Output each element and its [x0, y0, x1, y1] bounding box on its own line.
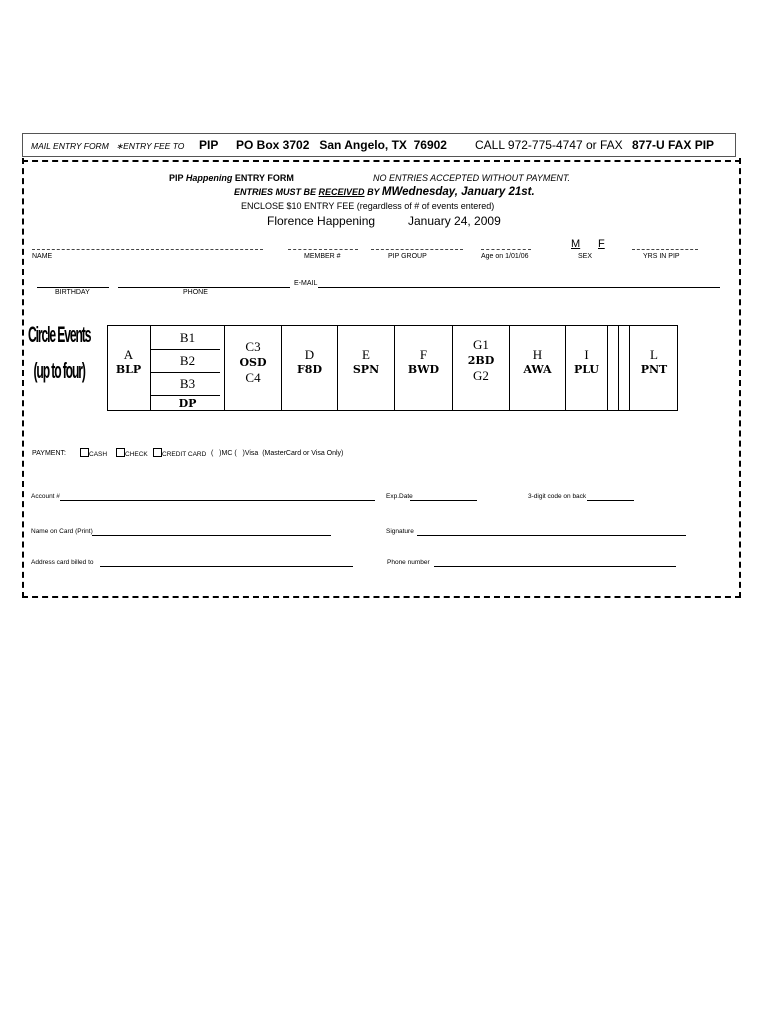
mail-entry-form-label: MAIL ENTRY FORM: [31, 141, 109, 151]
entry-fee-to-label: ∗ENTRY FEE TO: [116, 141, 185, 151]
event-name: Florence Happening: [267, 214, 376, 228]
signature-label: Signature: [386, 528, 414, 535]
no-entries-notice: NO ENTRIES ACCEPTED WITHOUT PAYMENT.: [373, 173, 571, 183]
address-billed-line[interactable]: [100, 566, 353, 567]
yrs-line[interactable]: [632, 249, 698, 250]
event-h[interactable]: H AWA: [510, 325, 566, 411]
account-label: Account #: [31, 493, 60, 500]
fax-number: 877-U FAX PIP: [632, 138, 715, 152]
card-type-options[interactable]: ( )MC ( )Visa (MasterCard or Visa Only): [211, 450, 344, 457]
event-b2: B2: [179, 353, 196, 368]
phone-line[interactable]: [118, 287, 290, 288]
name-on-card-label: Name on Card (Print): [31, 528, 93, 535]
member-line[interactable]: [288, 249, 358, 250]
phone-number-line[interactable]: [434, 566, 676, 567]
pip-group-label: PIP GROUP: [388, 253, 427, 260]
deadline-line: ENTRIES MUST BE RECEIVED BY MWednesday, January 21st.: [234, 186, 535, 198]
event-g[interactable]: G1 2BD G2: [453, 325, 510, 411]
address-billed-label: Address card billed to: [31, 559, 94, 566]
name-label: NAME: [32, 253, 53, 260]
event-b3: B3: [179, 376, 196, 391]
event-c[interactable]: C3 OSD C4: [225, 325, 282, 411]
event-g1: G1: [473, 337, 489, 352]
age-label: Age on 1/01/06: [481, 253, 529, 260]
event-date: January 24, 2009: [408, 214, 501, 228]
phone-number-label: Phone number: [387, 559, 430, 566]
enclose-fee: ENCLOSE $10 ENTRY FEE (regardless of # of events entered): [241, 201, 495, 211]
event-f[interactable]: F BWD: [395, 325, 453, 411]
account-line[interactable]: [60, 500, 375, 501]
exp-date-line[interactable]: [410, 500, 477, 501]
payment-label: PAYMENT:: [32, 450, 66, 457]
birthday-label: BIRTHDAY: [55, 289, 90, 296]
credit-card-label: CREDIT CARD: [162, 451, 207, 458]
form-title: PIP Happening ENTRY FORM: [169, 173, 294, 183]
event-a[interactable]: A BLP: [107, 325, 151, 411]
event-i[interactable]: I PLU: [566, 325, 608, 411]
sex-label: SEX: [578, 253, 593, 260]
sex-f-option[interactable]: F: [598, 238, 605, 250]
sex-m-option[interactable]: M: [571, 238, 581, 250]
event-g2: G2: [473, 368, 489, 383]
age-line[interactable]: [481, 249, 531, 250]
email-label: E-MAIL: [294, 280, 318, 287]
cvv-line[interactable]: [587, 500, 634, 501]
form-dashed-top: [22, 160, 741, 162]
event-blank-2: [619, 325, 630, 411]
pip-group-line[interactable]: [371, 249, 463, 250]
event-l[interactable]: L PNT: [640, 347, 668, 376]
cash-label: CASH: [89, 451, 108, 458]
signature-line[interactable]: [417, 535, 686, 536]
credit-card-checkbox[interactable]: [153, 448, 162, 457]
name-on-card-line[interactable]: [92, 535, 331, 536]
circle-events-title: Circle Events (up to four): [28, 322, 91, 383]
event-b[interactable]: B1 B2 B3 DP: [151, 325, 225, 411]
yrs-label: YRS IN PIP: [643, 253, 680, 260]
email-line[interactable]: [318, 287, 720, 288]
phone-label: PHONE: [183, 289, 208, 296]
name-line[interactable]: [32, 249, 263, 250]
check-label: CHECK: [125, 451, 148, 458]
call-number: CALL 972-775-4747 or FAX: [475, 138, 623, 152]
mailing-address: PO Box 3702 San Angelo, TX 76902: [236, 138, 447, 152]
event-e[interactable]: E SPN: [338, 325, 395, 411]
event-d[interactable]: D F8D: [282, 325, 338, 411]
event-c3: C3: [245, 339, 261, 354]
event-c4: C4: [245, 370, 261, 385]
cash-checkbox[interactable]: [80, 448, 89, 457]
cvv-label: 3-digit code on back: [528, 493, 587, 500]
event-b1: B1: [179, 330, 196, 345]
event-blank-1: [608, 325, 619, 411]
pip-label: PIP: [199, 138, 219, 152]
member-label: MEMBER #: [304, 253, 341, 260]
exp-date-label: Exp.Date: [386, 493, 413, 500]
birthday-line[interactable]: [37, 287, 109, 288]
check-checkbox[interactable]: [116, 448, 125, 457]
